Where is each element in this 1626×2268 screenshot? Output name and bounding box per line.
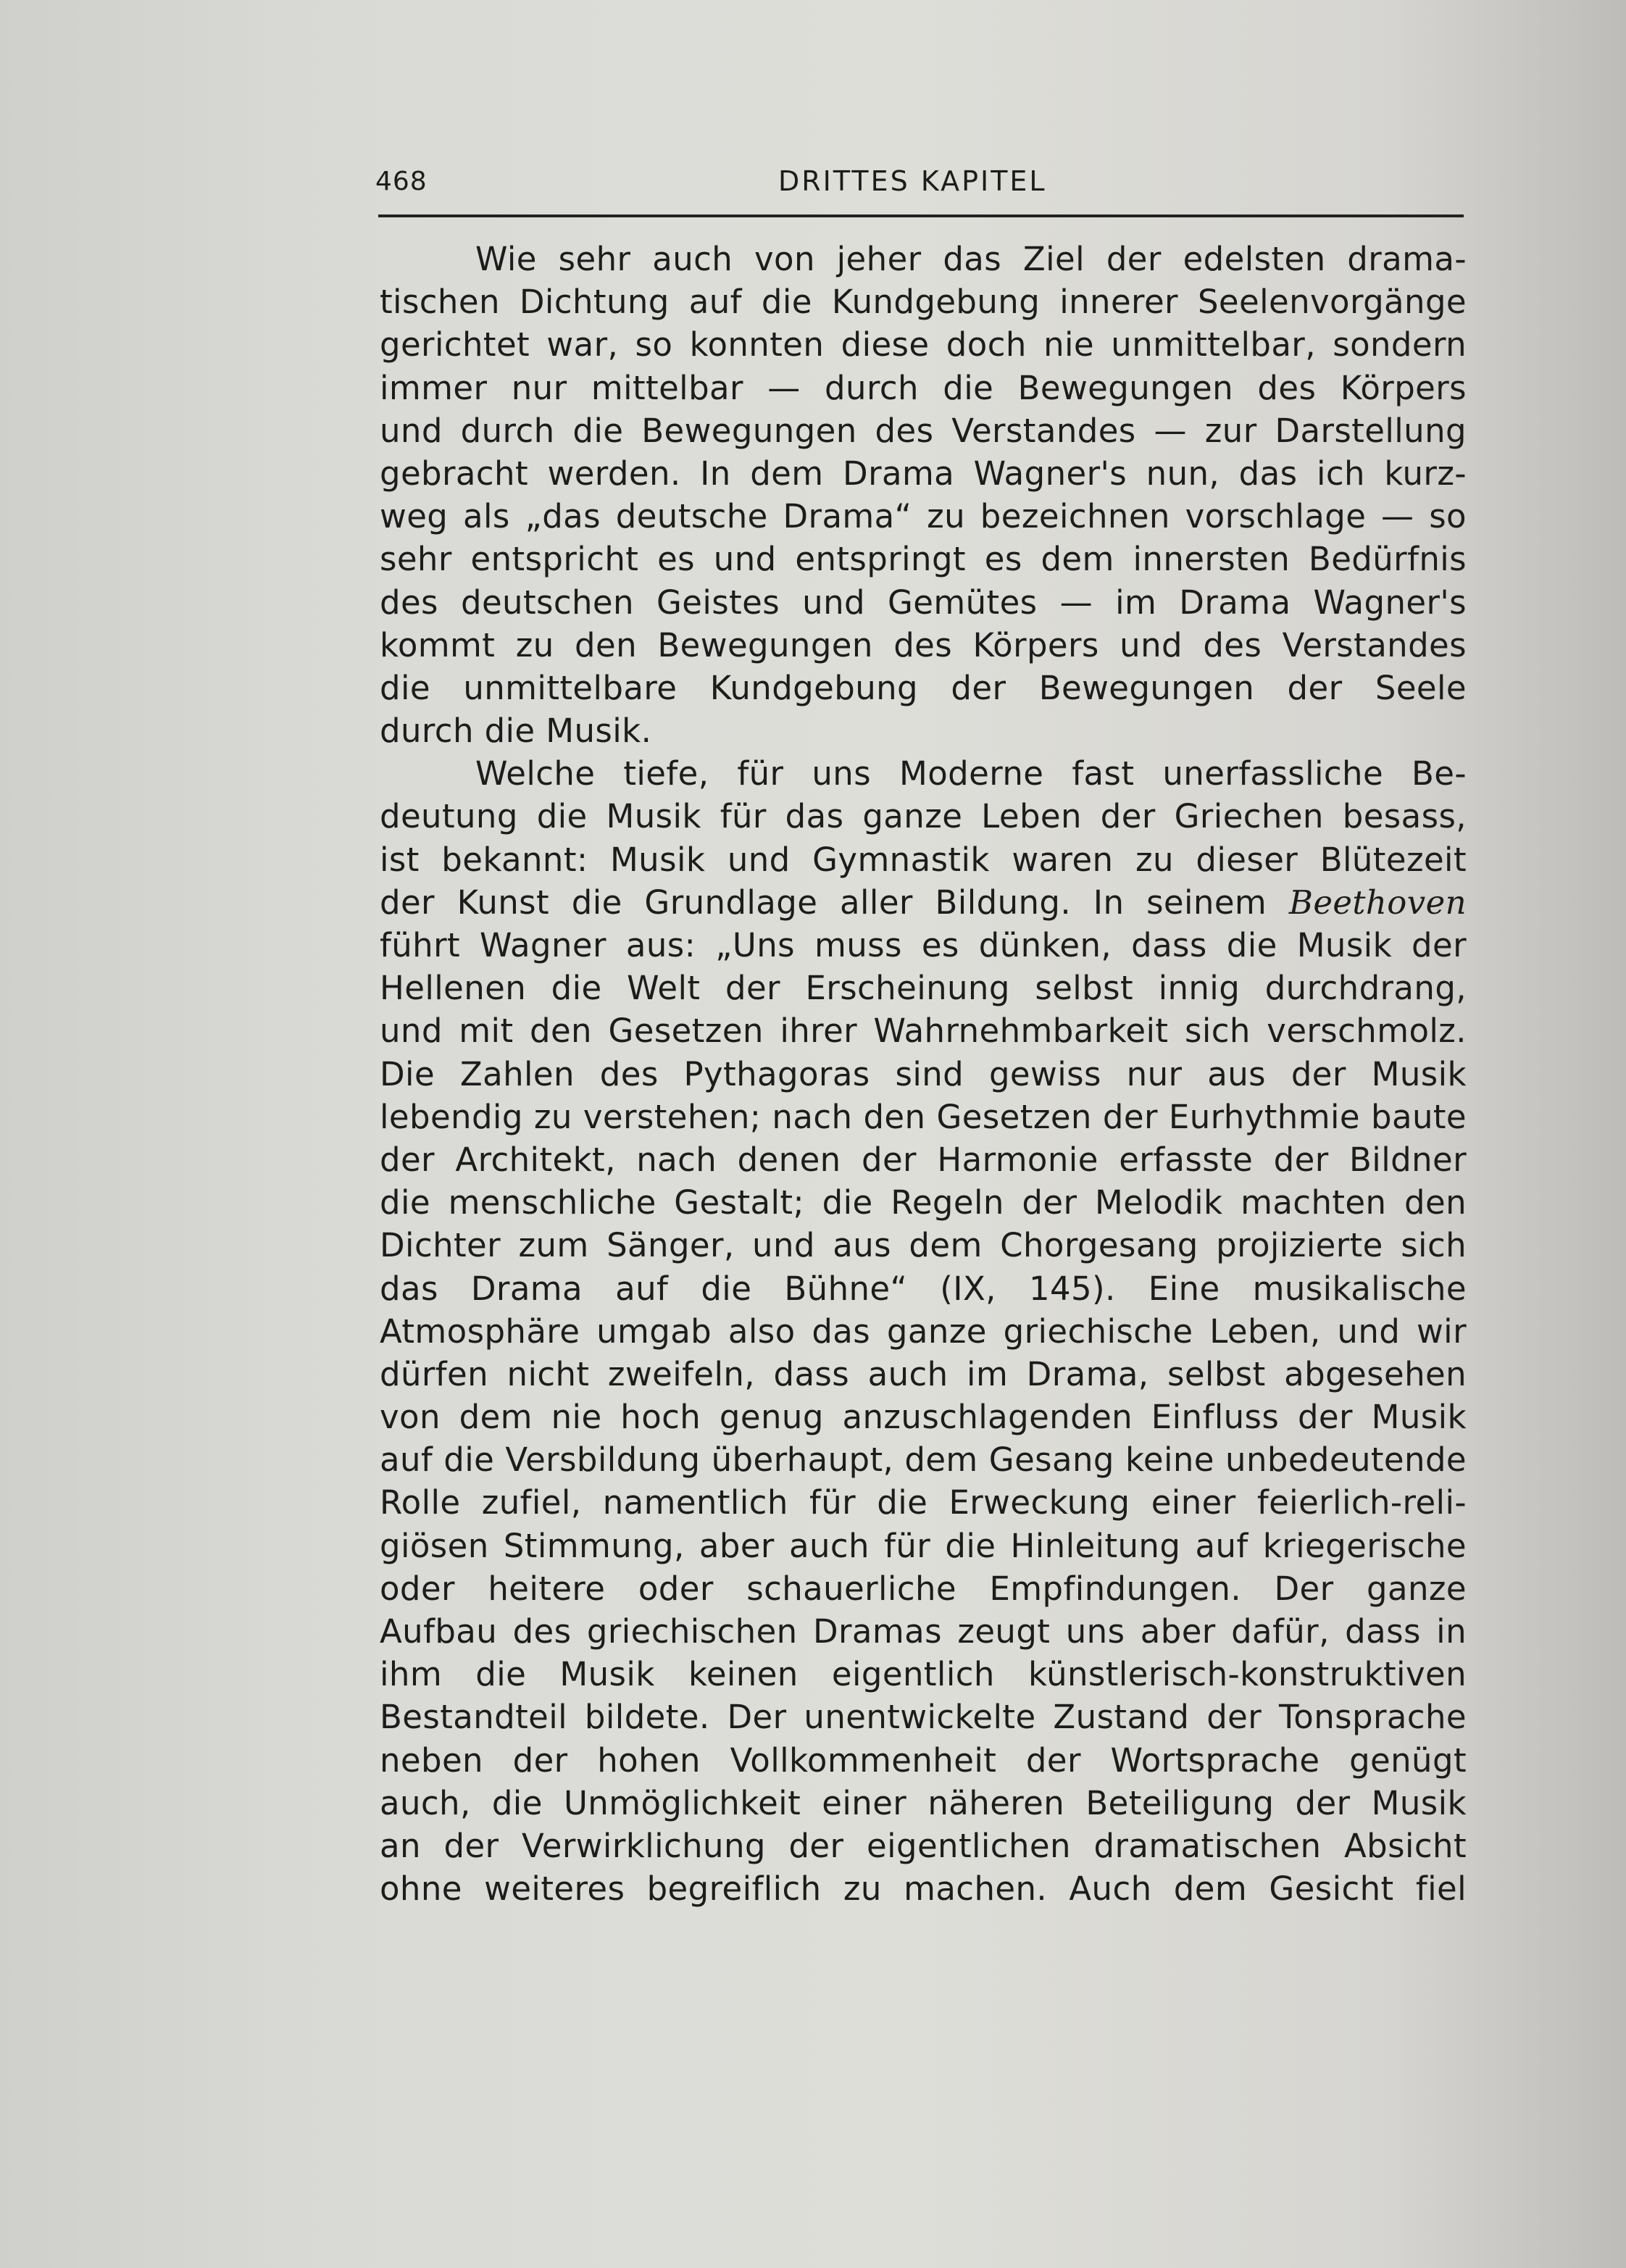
text-line: des deutschen Geistes und Gemütes — im Drama Wagner's bbox=[380, 583, 1467, 622]
line-prefix: der Kunst die Grundlage aller Bildung. In seinem bbox=[380, 883, 1289, 922]
text-line: ohne weiteres begreiflich zu machen. Auch dem Gesicht fiel bbox=[380, 1869, 1467, 1909]
text-line: das Drama auf die Bühne“ (IX, 145). Eine musikalische bbox=[380, 1269, 1467, 1308]
text-line: giösen Stimmung, aber auch für die Hinleitung auf kriegerische bbox=[380, 1526, 1467, 1565]
text-line: von dem nie hoch genug anzuschlagenden Einfluss der Musik bbox=[380, 1398, 1467, 1437]
text-line: die menschliche Gestalt; die Regeln der Melodik machten den bbox=[380, 1183, 1467, 1222]
text-line: sehr entspricht es und entspringt es dem innersten Bedürfnis bbox=[380, 540, 1467, 579]
text-line: Rolle zufiel, namentlich für die Erweckung einer feierlich-reli- bbox=[380, 1483, 1467, 1522]
text-line-with-italic bbox=[380, 881, 1467, 924]
text-line: lebendig zu verstehen; nach den Gesetzen der Eurhythmie baute bbox=[380, 1097, 1467, 1136]
body-text bbox=[380, 238, 1467, 1910]
text-line: und mit den Gesetzen ihrer Wahrnehmbarkeit sich verschmolz. bbox=[380, 1012, 1467, 1051]
page-number: 468 bbox=[375, 167, 428, 196]
text-line: neben der hohen Vollkommenheit der Wortsprache genügt bbox=[380, 1740, 1467, 1780]
running-head: DRITTES KAPITEL bbox=[778, 165, 1047, 197]
paragraph-1 bbox=[380, 238, 1467, 752]
text-line: gerichtet war, so konnten diese doch nie unmittelbar, sondern bbox=[380, 325, 1467, 364]
text-line: deutung die Musik für das ganze Leben der Griechen besass, bbox=[380, 797, 1467, 836]
text-line: und durch die Bewegungen des Verstandes — zur Darstellung bbox=[380, 411, 1467, 450]
text-line: immer nur mittelbar — durch die Bewegungen des Körpers bbox=[380, 368, 1467, 407]
text-line: tischen Dichtung auf die Kundgebung innerer Seelenvorgänge bbox=[380, 283, 1467, 322]
text-line: durch die Musik. bbox=[380, 712, 652, 751]
text-line: Hellenen die Welt der Erscheinung selbst innig durchdrang, bbox=[380, 969, 1467, 1008]
text-line: führt Wagner aus: „Uns muss es dünken, dass die Musik der bbox=[380, 926, 1467, 964]
text-line: Dichter zum Sänger, und aus dem Chorgesang projizierte sich bbox=[380, 1226, 1467, 1265]
text-line: an der Verwirklichung der eigentlichen dramatischen Absicht bbox=[380, 1826, 1467, 1865]
text-line: Aufbau des griechischen Dramas zeugt uns aber dafür, dass in bbox=[380, 1612, 1467, 1651]
text-line: auch, die Unmöglichkeit einer näheren Beteiligung der Musik bbox=[380, 1783, 1467, 1822]
text-line: weg als „das deutsche Drama“ zu bezeichnen vorschlage — so bbox=[380, 497, 1467, 536]
italic-title: Beethoven bbox=[1288, 883, 1467, 922]
text-line: oder heitere oder schauerliche Empfindungen. Der ganze bbox=[380, 1569, 1467, 1608]
text-line: Atmosphäre umgab also das ganze griechische Leben, und wir bbox=[380, 1312, 1467, 1351]
text-line: ist bekannt: Musik und Gymnastik waren zu dieser Blütezeit bbox=[380, 840, 1467, 879]
text-line: Welche tiefe, für uns Moderne fast unerfassliche Be- bbox=[475, 754, 1467, 793]
text-line: auf die Versbildung überhaupt, dem Gesang keine unbedeutende bbox=[380, 1441, 1467, 1480]
text-line: gebracht werden. In dem Drama Wagner's nun, das ich kurz- bbox=[380, 454, 1467, 493]
text-line: Die Zahlen des Pythagoras sind gewiss nur aus der Musik bbox=[380, 1054, 1467, 1093]
text-line: Wie sehr auch von jeher das Ziel der edelsten drama- bbox=[475, 240, 1467, 278]
text-line: die unmittelbare Kundgebung der Bewegungen der Seele bbox=[380, 668, 1467, 707]
paragraph-2 bbox=[380, 752, 1467, 1910]
text-line: kommt zu den Bewegungen des Körpers und des Verstandes bbox=[380, 625, 1467, 664]
text-line: ihm die Musik keinen eigentlich künstlerisch-konstruktiven bbox=[380, 1655, 1467, 1694]
text-line: der Architekt, nach denen der Harmonie erfasste der Bildner bbox=[380, 1140, 1467, 1179]
page-header bbox=[375, 162, 1467, 199]
header-rule bbox=[378, 214, 1464, 217]
text-line: Bestandteil bildete. Der unentwickelte Zustand der Tonsprache bbox=[380, 1698, 1467, 1737]
text-line: dürfen nicht zweifeln, dass auch im Drama, selbst abgesehen bbox=[380, 1354, 1467, 1393]
